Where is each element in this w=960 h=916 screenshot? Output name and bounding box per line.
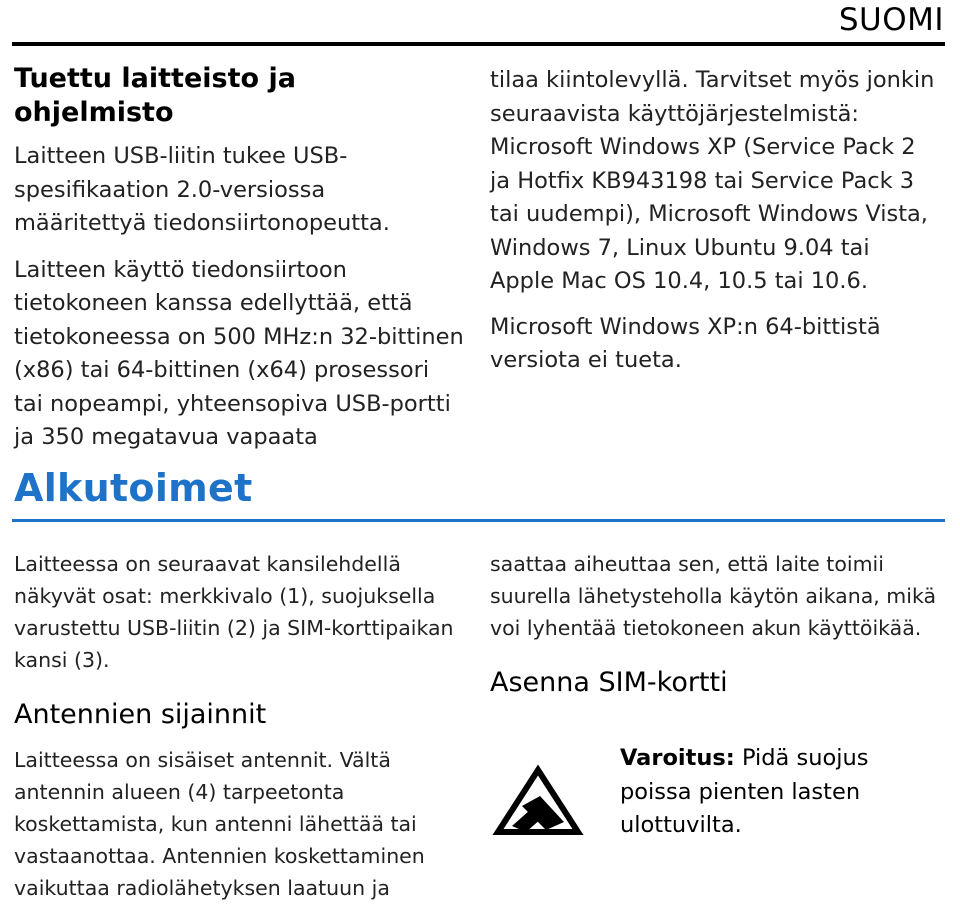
header-rule xyxy=(12,42,945,46)
sim-title: Asenna SIM-kortti xyxy=(490,667,728,698)
supported-section xyxy=(14,62,464,455)
antennas-text: Laitteessa on sisäiset antennit. Vältä antennin alueen (4) tarpeetonta koskettamista, kun antenni lähettää tai vastaanottaa. Antennien koskettaminen vaikuttaa radiolähetyksen laatuun ja xyxy=(14,748,425,900)
warning-label: Varoitus: xyxy=(620,745,735,771)
warning-icon xyxy=(490,760,586,840)
getting-started-heading xyxy=(14,466,614,510)
supported-requirements-paragraph: Laitteen käyttö tiedonsiirtoon tietokoneen kanssa edellyttää, että tietokoneessa on 500 MHz:n 32-bittinen (x86) tai 64-bittinen (x64) prosessori tai nopeampi, yhteensopiva USB-portti ja 350 megatavua vapaata xyxy=(14,256,464,450)
section-rule xyxy=(12,519,945,522)
language-label: SUOMI xyxy=(838,2,944,38)
supported-usb-paragraph: Laitteen USB-liitin tukee USB-spesifikaation 2.0-versiossa määritettyä tiedonsiirtonopeutta. xyxy=(14,143,390,236)
getting-started-intro: Laitteessa on seuraavat kansilehdellä näkyvät osat: merkkivalo (1), suojuksella varustettu USB-liitin (2) ja SIM-korttipaikan kansi (3). xyxy=(14,552,454,672)
antennas-continued xyxy=(490,548,945,700)
supported-title: Tuettu laitteisto ja ohjelmisto xyxy=(14,63,296,128)
warning-paragraph xyxy=(620,742,940,843)
supported-continued xyxy=(490,64,940,378)
getting-started-title: Alkutoimet xyxy=(14,466,253,510)
sim-warning xyxy=(490,742,940,862)
antennas-title: Antennien sijainnit xyxy=(14,699,267,730)
warning-text-block xyxy=(620,742,940,843)
supported-xp64-paragraph: Microsoft Windows XP:n 64-bittistä versiota ei tueta. xyxy=(490,313,881,373)
getting-started-section xyxy=(14,548,464,904)
supported-os-paragraph: tilaa kiintolevyllä. Tarvitset myös jonkin seuraavista käyttöjärjestelmistä: Microsoft Windows XP (Service Pack 2 ja Hotfix KB943198 tai Service Pack 3 tai uudempi), Microsoft Windows Vista, Windows 7, Linux Ubuntu 9.04 tai Apple Mac OS 10.4, 10.5 tai 10.6. xyxy=(490,67,935,294)
antennas-text-continued: saattaa aiheuttaa sen, että laite toimii suurella lähetysteholla käytön aikana, mikä voi lyhentää tietokoneen akun käyttöikää. xyxy=(490,552,937,640)
warning-message: Pidä suojus poissa pienten lasten ulottuvilta. xyxy=(620,745,869,838)
